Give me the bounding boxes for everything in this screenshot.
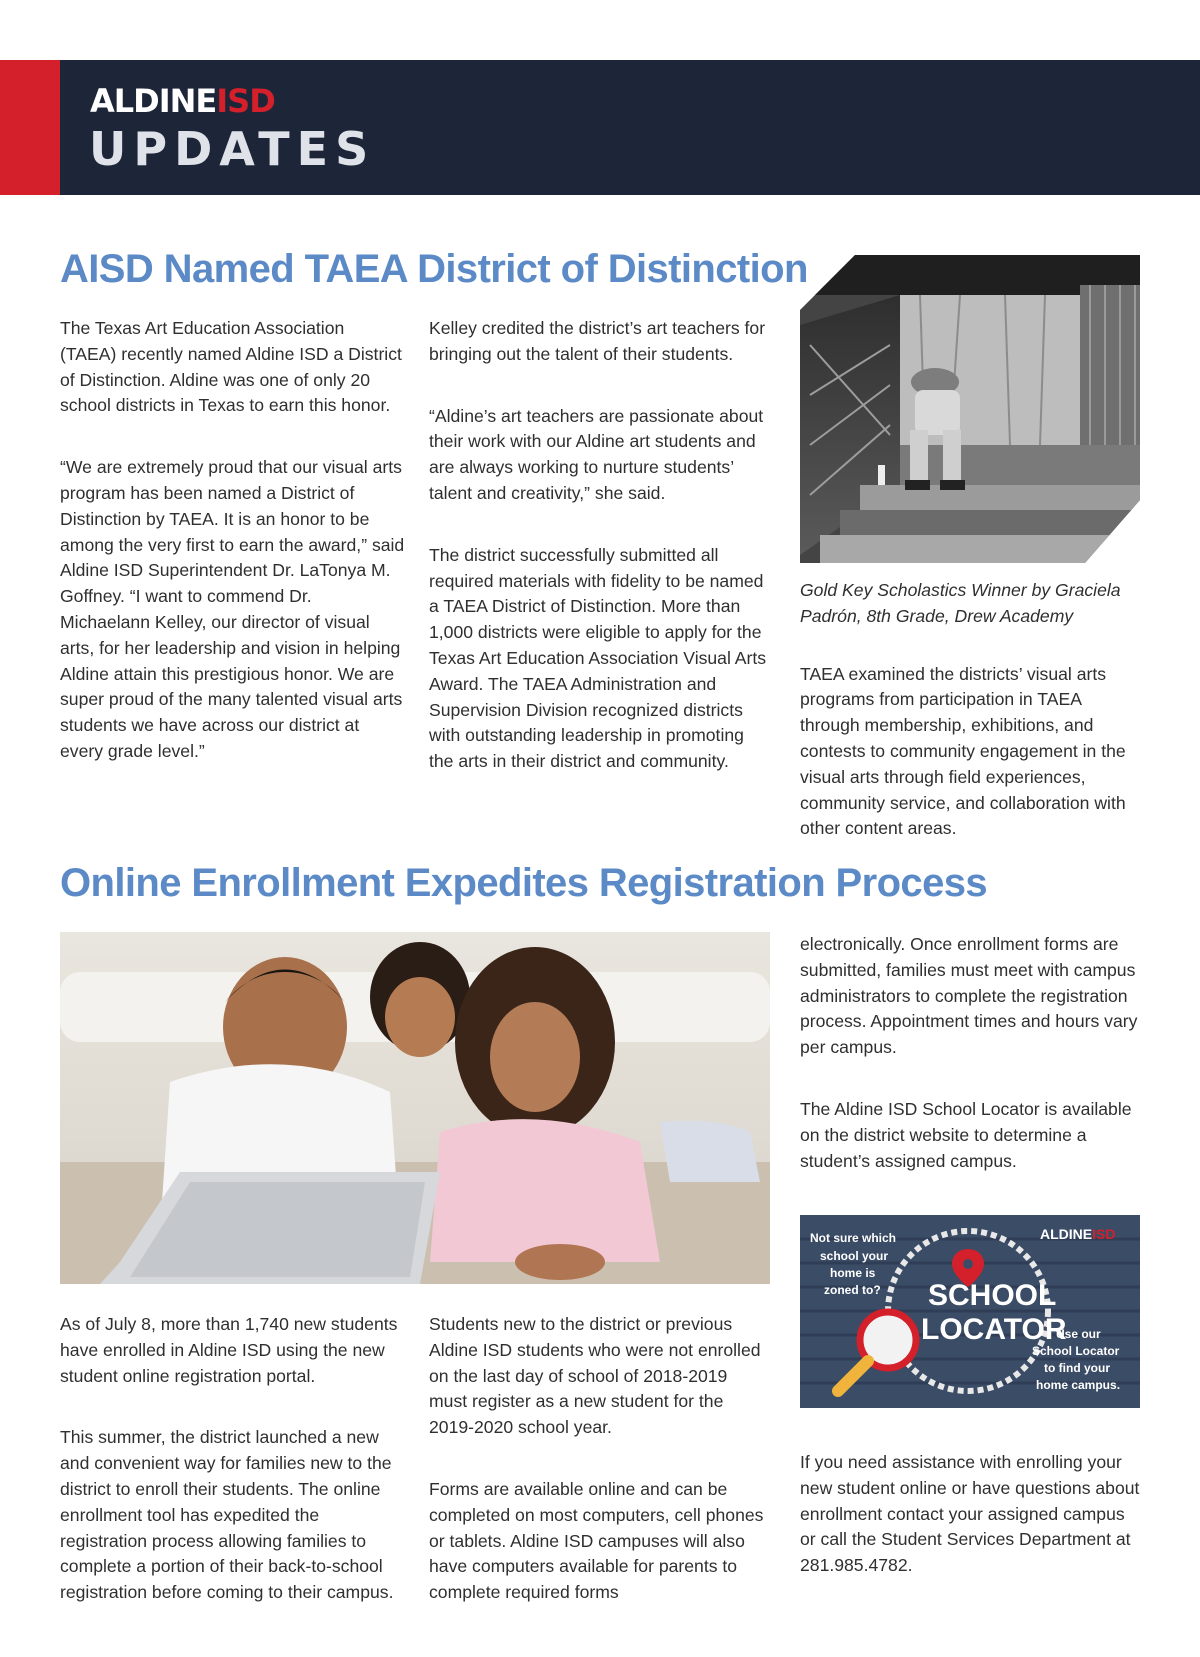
paragraph: Kelley credited the district’s art teachers for bringing out the talent of their students. (429, 318, 766, 364)
locator-cta-4: home campus. (1036, 1378, 1121, 1392)
paragraph: “We are extremely proud that our visual arts program has been named a District of Distinction by TAEA. It is an honor to be among the very first to earn the award,” said Aldine ISD Superintendent Dr. LaTonya M. Goffney. “I want to commend Dr. Michaelann Kelley, our director of visual arts, for her leadership and vision in helping Aldine attain this prestigious honor. We are super proud of the many talented visual arts students we have across our district at every grade level.” (60, 457, 405, 761)
locator-cta-1: Use our (1056, 1327, 1101, 1341)
art-photo (800, 255, 1140, 563)
paragraph: The Texas Art Education Association (TAEA) recently named Aldine ISD a District of Distinction. Aldine was one of only 20 school districts in Texas to earn this honor. (60, 318, 402, 416)
banner-red-bar (0, 60, 60, 195)
locator-question-2: school your (820, 1249, 889, 1263)
locator-question-3: home is (830, 1266, 876, 1280)
article1-column2 (429, 316, 769, 775)
article1-title: AISD Named TAEA District of Distinction (60, 247, 808, 291)
brand-isd: ISD (216, 82, 275, 120)
family-laptop-photo (60, 932, 770, 1284)
school-locator-graphic (800, 1215, 1140, 1408)
paragraph: The district successfully submitted all required materials with fidelity to be named a TAEA District of Distinction. More than 1,000 districts were eligible to apply for the Texas Art Education Association Visual Arts Award. The TAEA Administration and Supervision Division recognized districts with outstanding leadership in promoting the arts in their district and community. (429, 544, 767, 772)
paragraph: “Aldine’s art teachers are passionate about their work with our Aldine art students and are always working to nurture students’ talent and creativity,” she said. (429, 405, 764, 503)
locator-brand: ALDINEISD (1040, 1226, 1116, 1242)
brand-aldine: ALDINE (90, 82, 217, 120)
paragraph: electronically. Once enrollment forms are submitted, families must meet with campus administrators to complete the registration process. Appointment times and hours vary per campus. (800, 934, 1138, 1058)
paragraph: This summer, the district launched a new and convenient way for families new to the district to enroll their students. The online enrollment tool has expedited the registration process allowing families to complete a portion of their back-to-school registration before coming to their campus. (60, 1427, 394, 1603)
paragraph: The Aldine ISD School Locator is available on the district website to determine a student’s assigned campus. (800, 1098, 1132, 1171)
brand-updates: UPDATES (89, 122, 376, 176)
locator-cta-2: School Locator (1032, 1344, 1120, 1358)
paragraph: Students new to the district or previous Aldine ISD students who were not enrolled on the last day of school of 2018-2019 must register as a new student for the 2019-2020 school year. (429, 1314, 761, 1438)
paragraph: As of July 8, more than 1,740 new students have enrolled in Aldine ISD using the new student online registration portal. (60, 1314, 398, 1386)
locator-cta-3: to find your (1044, 1361, 1110, 1375)
paragraph: Forms are available online and can be completed on most computers, cell phones or tablets. Aldine ISD campuses will also have computers available for parents to complete required forms (429, 1478, 764, 1603)
paragraph: If you need assistance with enrolling your new student online or have questions about enrollment contact your assigned campus or call the Student Services Department at 281.985.4782. (800, 1452, 1140, 1576)
locator-title-school: SCHOOL (928, 1279, 1057, 1312)
paragraph: TAEA examined the districts’ visual arts programs from participation in TAEA through membership, exhibitions, and contests to community engagement in the visual arts through field experiences, community service, and collaboration with other content areas. (800, 663, 1126, 839)
article1-column1 (60, 316, 405, 765)
article1-column3 (800, 578, 1145, 842)
locator-title-locator: LOCATOR (921, 1313, 1067, 1346)
header-banner (0, 60, 1200, 195)
article2-column1 (60, 1312, 405, 1606)
photo-caption: Gold Key Scholastics Winner by Graciela Padrón, 8th Grade, Drew Academy (800, 580, 1121, 626)
article2-title: Online Enrollment Expedites Registration Process (60, 861, 988, 905)
brand-logo (90, 82, 275, 120)
locator-question-1: Not sure which (810, 1231, 897, 1245)
locator-question-4: zoned to? (824, 1283, 881, 1297)
article2-column3-top (800, 932, 1145, 1174)
article2-column3-bottom (800, 1450, 1145, 1579)
article2-column2 (429, 1312, 769, 1606)
